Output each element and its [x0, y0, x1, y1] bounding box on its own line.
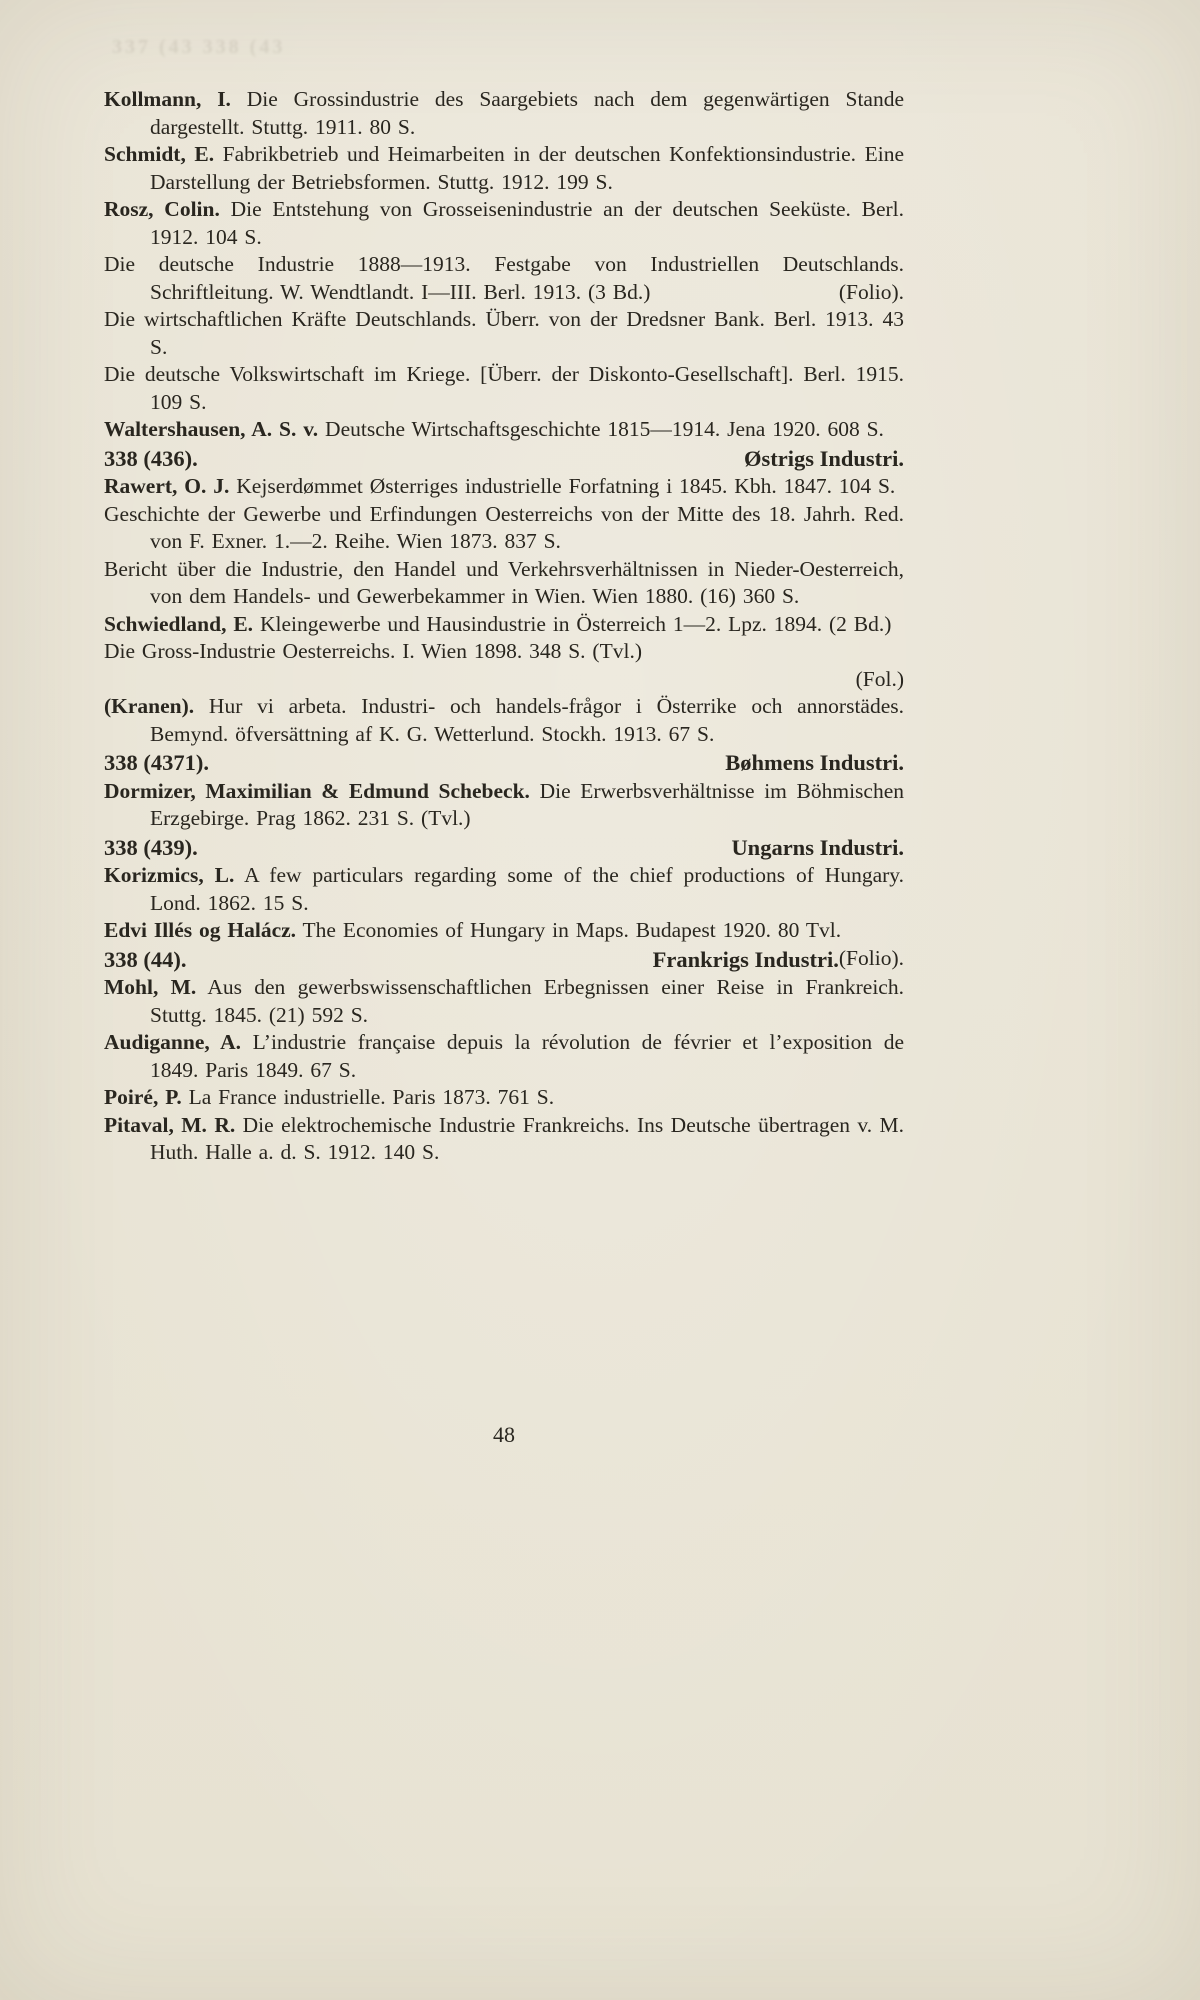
entry-text: Hur vi arbeta. Industri- och handels-frågor i Österrike och annorstädes. Bemynd. öfversättning af K. G. Wetterlund. Stockh. 1913. 67 S.	[150, 694, 904, 746]
entry-text: Die Entstehung von Grosseisenindustrie an der deutschen Seeküste. Berl. 1912. 104 S.	[150, 197, 904, 249]
entry-text: Deutsche Wirtschaftsgeschichte 1815—1914. Jena 1920. 608 S.	[325, 417, 884, 441]
entry-format-note: (Folio).	[838, 279, 904, 304]
bibliography-entry	[104, 1112, 904, 1167]
entry-text: A few particulars regarding some of the chief productions of Hungary. Lond. 1862. 15 S.	[150, 863, 904, 915]
entry-text: La France industrielle. Paris 1873. 761 S.	[188, 1085, 555, 1109]
bibliography-entry	[104, 974, 904, 1029]
entry-text: Die Grossindustrie des Saargebiets nach dem gegenwärtigen Stande dargestellt. Stuttg. 1911. 80 S.	[150, 87, 904, 139]
bibliography-entry	[104, 361, 904, 416]
section-number: 338 (436).	[104, 445, 198, 471]
entry-text: Die deutsche Industrie 1888—1913. Festgabe von Industriellen Deutschlands. Schriftleitung. W. Wendtlandt. I—III. Berl. 1913. (3 Bd.)	[104, 252, 904, 304]
section-heading	[104, 749, 904, 777]
bibliography-entry	[104, 501, 904, 556]
section-number: 338 (44).	[104, 946, 187, 972]
bibliography-entry	[104, 251, 904, 306]
bibliography-entry	[104, 416, 904, 444]
section-title: Ungarns Industri.	[731, 834, 904, 860]
entry-text: Aus den gewerbswissenschaftlichen Erbegnissen einer Reise in Frankreich. Stuttg. 1845. (21) 592 S.	[150, 975, 904, 1027]
entry-text: Kejserdømmet Østerriges industrielle Forfatning i 1845. Kbh. 1847. 104 S.	[236, 474, 896, 498]
page-number: 48	[493, 1422, 515, 1447]
entry-author: Edvi Illés og Halácz.	[104, 918, 297, 942]
entry-text: Die elektrochemische Industrie Frankreichs. Ins Deutsche übertragen v. M. Huth. Halle a. d. S. 1912. 140 S.	[150, 1112, 905, 1164]
entry-text: Die wirtschaftlichen Kräfte Deutschlands. Überr. von der Dredsner Bank. Berl. 1913. 43 S.	[104, 307, 904, 359]
section-title: Bøhmens Industri.	[725, 750, 904, 775]
entry-format-note: (Fol.)	[855, 666, 904, 691]
bibliography-entry	[104, 638, 904, 666]
entry-format-note: (Folio).	[838, 945, 904, 970]
bibliography-entry	[104, 862, 904, 917]
entry-text: Die Erwerbsverhältnisse im Böhmischen Erzgebirge. Prag 1862. 231 S. (Tvl.)	[150, 778, 905, 830]
entry-text: Fabrikbetrieb und Heimarbeiten in der deutschen Konfektionsindustrie. Eine Darstellung der Betriebsformen. Stuttg. 1912. 199 S.	[150, 142, 904, 194]
section-heading	[104, 834, 904, 862]
bibliography-entry	[104, 141, 904, 196]
entry-author: Audiganne, A.	[104, 1030, 242, 1054]
entry-author: Rawert, O. J.	[104, 474, 230, 498]
entry-author: Waltershausen, A. S. v.	[104, 417, 319, 441]
entry-author: Schwiedland, E.	[104, 611, 254, 636]
bibliography-entry	[104, 1084, 904, 1112]
entry-text: Kleingewerbe und Hausindustrie in Österreich 1—2. Lpz. 1894. (2 Bd.)	[259, 611, 892, 636]
entry-author: Mohl, M.	[104, 975, 197, 999]
bibliography-entry	[104, 196, 904, 251]
bibliography-entry	[104, 306, 904, 361]
bleed-through-text: 337 (43 338 (43	[112, 36, 286, 58]
section-number: 338 (439).	[104, 834, 198, 860]
bibliography-entry	[104, 778, 904, 833]
entry-text: Die Gross-Industrie Oesterreichs. I. Wien 1898. 348 S. (Tvl.)	[104, 639, 642, 663]
entry-author: Kollmann, I.	[104, 87, 231, 111]
section-heading	[104, 445, 904, 473]
entry-text: The Economies of Hungary in Maps. Budapest 1920. 80 Tvl.	[302, 918, 842, 942]
entry-author: (Kranen).	[104, 694, 195, 718]
section-heading	[104, 946, 839, 974]
bibliography-entry	[104, 1029, 904, 1084]
bibliography-entry	[104, 86, 904, 141]
entry-author: Poiré, P.	[104, 1085, 182, 1109]
bibliography-entry	[104, 611, 904, 639]
bibliography-list	[104, 86, 904, 1167]
section-number: 338 (4371).	[104, 750, 209, 775]
section-title: Østrigs Industri.	[743, 445, 904, 471]
entry-text: Die deutsche Volkswirtschaft im Kriege. [Überr. der Diskonto-Gesellschaft]. Berl. 1915. 109 S.	[104, 362, 904, 414]
entry-author: Pitaval, M. R.	[104, 1112, 236, 1137]
entry-author: Rosz, Colin.	[104, 197, 220, 221]
entry-text: Bericht über die Industrie, den Handel und Verkehrsverhältnissen in Nieder-Oesterreich, von dem Handels- und Gewerbekammer in Wien. Wien 1880. (16) 360 S.	[104, 556, 904, 608]
bibliography-entry	[104, 473, 904, 501]
bibliography-entry	[104, 693, 904, 748]
entry-author: Korizmics, L.	[104, 863, 235, 887]
entry-text: Geschichte der Gewerbe und Erfindungen Oesterreichs von der Mitte des 18. Jahrh. Red. von F. Exner. 1.—2. Reihe. Wien 1873. 837 S.	[104, 501, 904, 553]
entry-author: Schmidt, E.	[104, 142, 215, 166]
entry-text: L’industrie française depuis la révolution de février et l’exposition de 1849. Paris 1849. 67 S.	[150, 1030, 905, 1082]
entry-author: Dormizer, Maximilian & Edmund Schebeck.	[104, 778, 530, 803]
section-title: Frankrigs Industri.	[652, 946, 839, 972]
bibliography-entry	[104, 556, 904, 611]
